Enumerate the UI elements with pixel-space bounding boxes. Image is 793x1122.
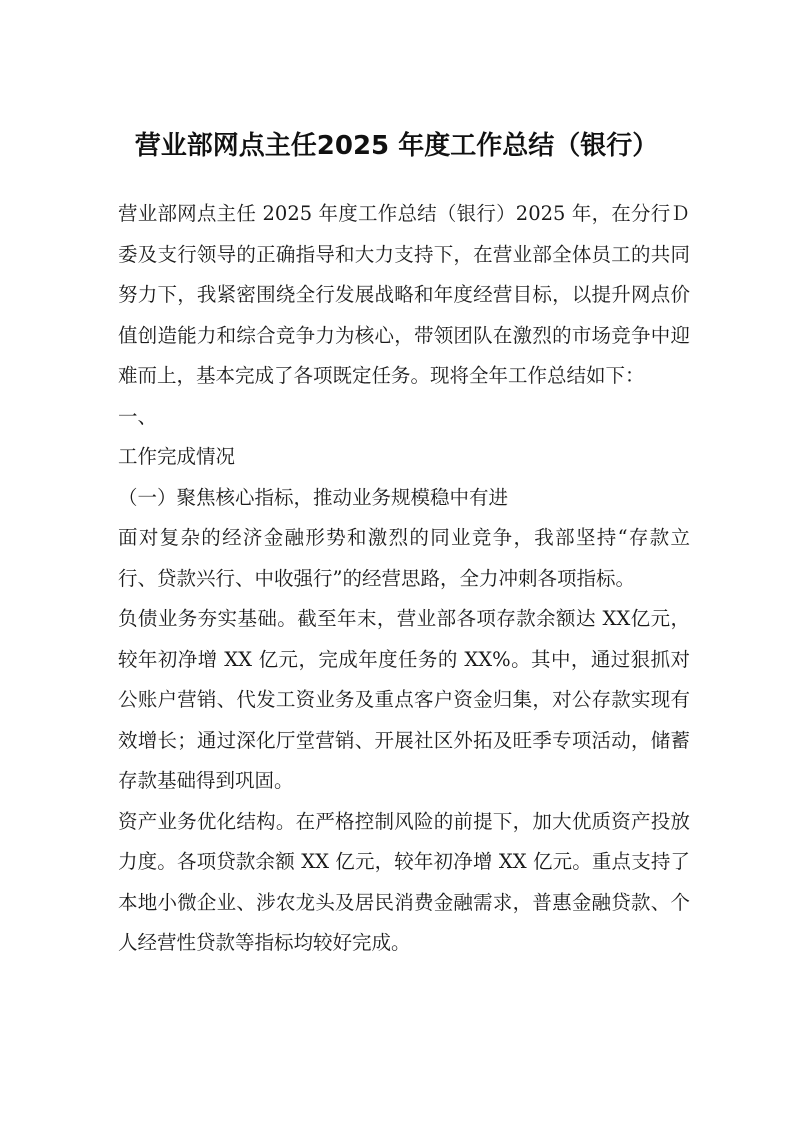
section-number: 一、 <box>118 404 158 428</box>
subsection-heading: （一）聚焦核心指标，推动业务规模稳中有进 <box>118 485 509 509</box>
strategy-paragraph: 面对复杂的经济金融形势和激烈的同业竞争，我部坚持“存款立行、贷款兴行、中收强行”的经营思路，全力冲刺各项指标。 <box>118 526 690 590</box>
asset-paragraph: 资产业务优化结构。在严格控制风险的前提下，加大优质资产投放力度。各项贷款余额 XX 亿元，较年初净增 XX 亿元。重点支持了本地小微企业、涉农龙头及居民消费金融需求，普惠金融贷款、个人经营性贷款等指标均较好完成。 <box>118 809 690 954</box>
intro-paragraph: 营业部网点主任 2025 年度工作总结（银行）2025 年，在分行Ｄ委及支行领导的正确指导和大力支持下，在营业部全体员工的共同努力下，我紧密围绕全行发展战略和年度经营目标，以提升网点价值创造能力和综合竞争力为核心，带领团队在激烈的市场竞争中迎难而上，基本完成了各项既定任务。现将全年工作总结如下： <box>118 202 690 387</box>
document-body <box>118 194 690 964</box>
liability-paragraph: 负债业务夯实基础。截至年末，营业部各项存款余额达 XX亿元，较年初净增 XX 亿元，完成年度任务的 XX%。其中，通过狠抓对公账户营销、代发工资业务及重点客户资金归集，对公存款实现有效增长；通过深化厅堂营销、开展社区外拓及旺季专项活动，储蓄存款基础得到巩固。 <box>118 607 690 792</box>
document-title: 营业部网点主任2025 年度工作总结（银行） <box>134 131 659 161</box>
section-heading: 工作完成情况 <box>118 445 236 468</box>
